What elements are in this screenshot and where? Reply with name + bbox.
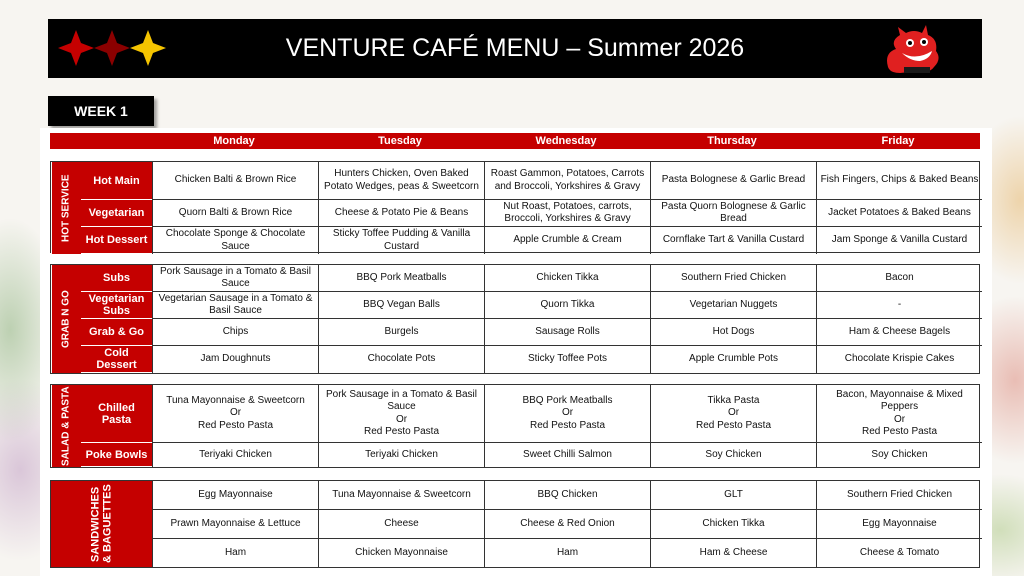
menu-cell: BBQ Chicken (484, 481, 650, 510)
menu-cell: Sticky Toffee Pudding & Vanilla Custard (318, 227, 484, 254)
menu-cell: BBQ Vegan Balls (318, 292, 484, 319)
menu-cell: Apple Crumble & Cream (484, 227, 650, 254)
menu-cell: Southern Fried Chicken (650, 265, 816, 292)
row-label: Vegetarian Subs (81, 292, 152, 319)
menu-cell: Egg Mayonnaise (152, 481, 318, 510)
menu-cell: GLT (650, 481, 816, 510)
menu-cell: Hunters Chicken, Oven Baked Potato Wedges, peas & Sweetcorn (318, 162, 484, 200)
menu-cell: Pasta Quorn Bolognese & Garlic Bread (650, 200, 816, 227)
day-thursday: Thursday (707, 135, 757, 147)
menu-cell: Burgels (318, 319, 484, 346)
menu-cell: Tikka Pasta Or Red Pesto Pasta (650, 385, 816, 443)
menu-cell: Quorn Tikka (484, 292, 650, 319)
menu-cell: Sticky Toffee Pots (484, 346, 650, 373)
section-label: SANDWICHES & BAGUETTES (51, 481, 152, 567)
menu-cell: Cheese (318, 510, 484, 539)
days-header (50, 133, 980, 149)
sandwiches-section (50, 480, 980, 568)
menu-cell: Jam Sponge & Vanilla Custard (816, 227, 982, 254)
section-label: GRAB N GO (51, 265, 81, 373)
menu-cell: Cheese & Potato Pie & Beans (318, 200, 484, 227)
day-monday: Monday (213, 135, 255, 147)
row-label: Subs (81, 265, 152, 292)
menu-cell: Teriyaki Chicken (152, 443, 318, 467)
day-friday: Friday (881, 135, 915, 147)
menu-cell: Nut Roast, Potatoes, carrots, Broccoli, Yorkshires & Gravy (484, 200, 650, 227)
row-label: Cold Dessert (81, 346, 152, 373)
row-label: Hot Dessert (81, 227, 152, 254)
menu-cell: Vegetarian Sausage in a Tomato & Basil Sauce (152, 292, 318, 319)
menu-cell: Pork Sausage in a Tomato & Basil Sauce Or Red Pesto Pasta (318, 385, 484, 443)
menu-cell: Fish Fingers, Chips & Baked Beans (816, 162, 982, 200)
menu-cell: Southern Fried Chicken (816, 481, 982, 510)
menu-cell: Quorn Balti & Brown Rice (152, 200, 318, 227)
menu-cell: Tuna Mayonnaise & Sweetcorn (318, 481, 484, 510)
menu-cell: Cheese & Red Onion (484, 510, 650, 539)
menu-cell: Ham & Cheese (650, 539, 816, 567)
menu-cell: Hot Dogs (650, 319, 816, 346)
menu-cell: Sweet Chilli Salmon (484, 443, 650, 467)
menu-cell: Chicken Balti & Brown Rice (152, 162, 318, 200)
menu-cell: Jam Doughnuts (152, 346, 318, 373)
row-label: Poke Bowls (81, 443, 152, 467)
day-tuesday: Tuesday (378, 135, 422, 147)
menu-cell: Teriyaki Chicken (318, 443, 484, 467)
menu-cell: Chicken Mayonnaise (318, 539, 484, 567)
menu-cell: Ham & Cheese Bagels (816, 319, 982, 346)
menu-cell: Tuna Mayonnaise & Sweetcorn Or Red Pesto Pasta (152, 385, 318, 443)
page-title: VENTURE CAFÉ MENU – Summer 2026 (285, 34, 745, 62)
menu-cell: Roast Gammon, Potatoes, Carrots and Broccoli, Yorkshires & Gravy (484, 162, 650, 200)
menu-cell: Chicken Tikka (484, 265, 650, 292)
hot-service-section (50, 161, 980, 253)
menu-cell: Sausage Rolls (484, 319, 650, 346)
row-label: Grab & Go (81, 319, 152, 346)
row-label: Vegetarian (81, 200, 152, 227)
menu-cell: Chocolate Krispie Cakes (816, 346, 982, 373)
menu-cell: Ham (484, 539, 650, 567)
menu-cell: Pasta Bolognese & Garlic Bread (650, 162, 816, 200)
menu-cell: Chocolate Sponge & Chocolate Sauce (152, 227, 318, 254)
menu-cell: Soy Chicken (650, 443, 816, 467)
menu-cell: Chips (152, 319, 318, 346)
dragon-mascot-icon (880, 23, 946, 75)
menu-cell: Jacket Potatoes & Baked Beans (816, 200, 982, 227)
menu-cell: Vegetarian Nuggets (650, 292, 816, 319)
menu-cell: Chocolate Pots (318, 346, 484, 373)
menu-cell: Ham (152, 539, 318, 567)
menu-cell: Bacon, Mayonnaise & Mixed Peppers Or Red Pesto Pasta (816, 385, 982, 443)
menu-cell: BBQ Pork Meatballs (318, 265, 484, 292)
menu-cell: Bacon (816, 265, 982, 292)
menu-cell: Soy Chicken (816, 443, 982, 467)
days-header-spacer (50, 133, 151, 149)
menu-cell: Cheese & Tomato (816, 539, 982, 567)
section-label: HOT SERVICE (51, 162, 81, 254)
week-label: WEEK 1 (48, 96, 154, 126)
section-label: SALAD & PASTA (51, 385, 81, 467)
menu-cell: Chicken Tikka (650, 510, 816, 539)
row-label: Hot Main (81, 162, 152, 200)
menu-cell: Pork Sausage in a Tomato & Basil Sauce (152, 265, 318, 292)
menu-cell: - (816, 292, 982, 319)
row-label: Chilled Pasta (81, 385, 152, 443)
menu-cell: Apple Crumble Pots (650, 346, 816, 373)
menu-cell: Egg Mayonnaise (816, 510, 982, 539)
grab-n-go-section (50, 264, 980, 374)
header-banner (48, 19, 982, 78)
day-wednesday: Wednesday (535, 135, 597, 147)
salad-pasta-section (50, 384, 980, 468)
menu-cell: Cornflake Tart & Vanilla Custard (650, 227, 816, 254)
menu-cell: Prawn Mayonnaise & Lettuce (152, 510, 318, 539)
menu-cell: BBQ Pork Meatballs Or Red Pesto Pasta (484, 385, 650, 443)
